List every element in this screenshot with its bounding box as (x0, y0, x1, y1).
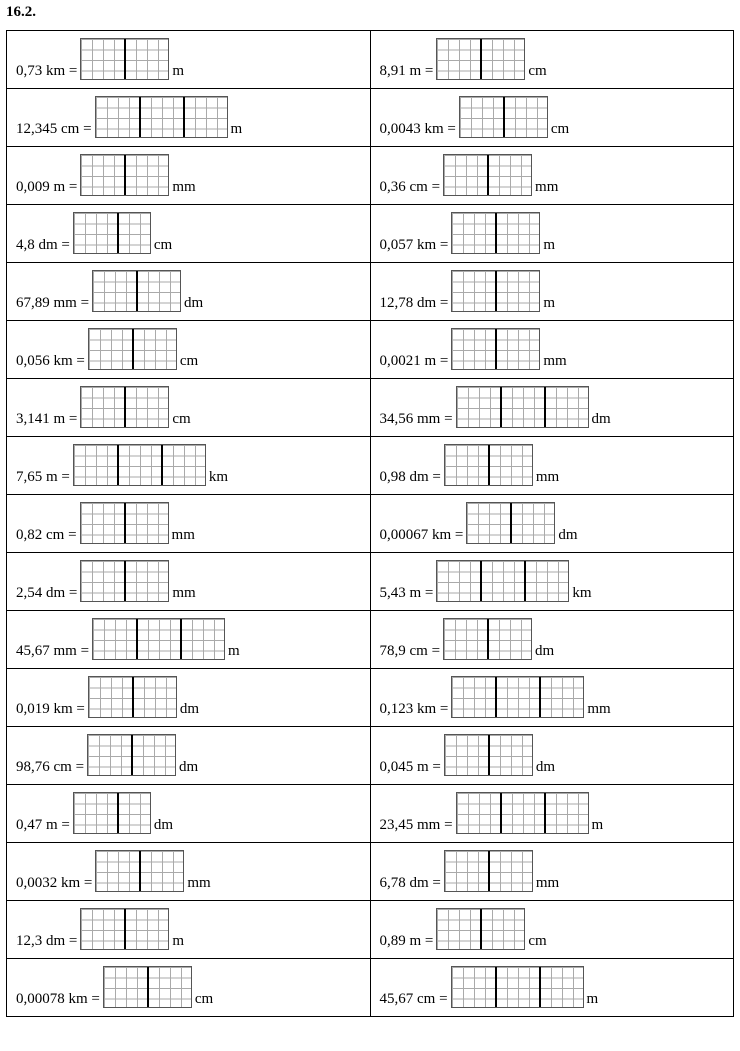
table-row (7, 89, 734, 147)
table-row (7, 437, 734, 495)
grid-separator (180, 619, 182, 659)
target-unit: cm (179, 353, 199, 369)
exercise-cell (7, 437, 371, 495)
target-unit: m (230, 121, 243, 137)
conversion-expression: 0,057 km = (379, 237, 449, 253)
target-unit: dm (179, 759, 199, 775)
grid-separator (544, 387, 546, 427)
grid-separator (500, 387, 502, 427)
exercise-cell (370, 959, 734, 1017)
answer-grid[interactable] (444, 444, 533, 486)
target-unit: m (172, 933, 185, 949)
target-unit: m (228, 643, 240, 659)
table-row (7, 553, 734, 611)
exercise-cell (7, 553, 371, 611)
exercise-cell (370, 843, 734, 901)
grid-separator (136, 619, 138, 659)
conversion-expression: 45,67 cm = (379, 991, 448, 1007)
conversion-item (380, 154, 734, 204)
exercise-cell (7, 959, 371, 1017)
exercise-cell (370, 321, 734, 379)
target-unit: mm (543, 353, 567, 369)
exercise-cell (370, 379, 734, 437)
target-unit: dm (591, 411, 611, 427)
answer-grid[interactable] (87, 734, 176, 776)
conversion-expression: 0,73 km = (16, 63, 78, 79)
exercise-cell (370, 205, 734, 263)
grid-separator (183, 97, 185, 137)
exercise-cell (7, 89, 371, 147)
answer-grid[interactable] (73, 444, 206, 486)
conversion-expression: 0,019 km = (16, 701, 85, 717)
table-row (7, 147, 734, 205)
conversion-item (16, 96, 370, 146)
answer-grid[interactable] (443, 154, 532, 196)
conversion-item (16, 444, 370, 494)
exercise-cell (370, 437, 734, 495)
answer-grid[interactable] (436, 560, 569, 602)
answer-grid[interactable] (92, 270, 181, 312)
conversion-expression: 3,141 m = (16, 411, 78, 427)
target-unit: dm (153, 817, 174, 833)
table-row (7, 727, 734, 785)
conversion-expression: 78,9 cm = (379, 643, 441, 659)
conversion-expression: 45,67 mm = (16, 643, 90, 659)
table-row (7, 843, 734, 901)
conversion-item (16, 328, 370, 378)
table-row (7, 379, 734, 437)
exercise-cell (7, 205, 371, 263)
target-unit: mm (587, 701, 611, 717)
conversion-expression: 67,89 mm = (16, 295, 90, 311)
table-row (7, 901, 734, 959)
target-unit: m (591, 817, 604, 833)
answer-grid[interactable] (80, 38, 169, 80)
conversion-item (16, 386, 370, 436)
answer-grid[interactable] (451, 270, 540, 312)
exercise-cell (7, 321, 371, 379)
exercise-cell (370, 669, 734, 727)
answer-grid[interactable] (73, 792, 151, 834)
conversion-item (380, 444, 734, 494)
conversion-item (380, 850, 734, 900)
table-row (7, 321, 734, 379)
target-unit: dm (535, 759, 556, 775)
grid-separator (524, 561, 526, 601)
grid-separator (495, 677, 497, 717)
conversion-expression: 0,045 m = (379, 759, 441, 775)
target-unit: dm (184, 295, 204, 311)
conversion-expression: 7,65 m = (16, 469, 70, 485)
target-unit: mm (187, 875, 211, 891)
exercise-cell (7, 379, 371, 437)
exercise-cell (370, 727, 734, 785)
table-row (7, 495, 734, 553)
answer-grid[interactable] (451, 966, 584, 1008)
conversion-expression: 0,0043 km = (379, 121, 456, 137)
grid-separator (139, 851, 141, 891)
conversion-item (380, 908, 734, 958)
answer-grid[interactable] (88, 328, 177, 370)
target-unit: mm (535, 875, 560, 891)
grid-separator (136, 271, 138, 311)
exercise-cell (370, 89, 734, 147)
answer-grid[interactable] (80, 154, 169, 196)
conversion-item (380, 676, 734, 726)
conversion-item (380, 502, 734, 552)
target-unit: mm (535, 469, 560, 485)
target-unit: cm (550, 121, 570, 137)
conversion-item (380, 792, 734, 842)
exercise-cell (7, 727, 371, 785)
conversion-expression: 0,36 cm = (379, 179, 441, 195)
conversion-item (380, 966, 734, 1016)
exercise-cell (7, 669, 371, 727)
conversion-expression: 0,89 m = (379, 933, 434, 949)
grid-separator (117, 793, 119, 833)
conversion-expression: 0,009 m = (16, 179, 78, 195)
target-unit: dm (558, 527, 578, 543)
exercise-cell (7, 901, 371, 959)
conversion-item (16, 270, 370, 320)
exercise-cell (370, 495, 734, 553)
exercise-cell (370, 263, 734, 321)
grid-separator (487, 619, 489, 659)
answer-grid[interactable] (73, 212, 151, 254)
answer-grid[interactable] (451, 676, 584, 718)
answer-grid[interactable] (451, 212, 540, 254)
grid-separator (495, 967, 497, 1007)
target-unit: km (572, 585, 592, 601)
target-unit: m (543, 237, 556, 253)
answer-grid[interactable] (436, 908, 525, 950)
grid-separator (495, 271, 497, 311)
answer-grid[interactable] (92, 618, 225, 660)
conversion-expression: 0,00078 km = (16, 991, 100, 1007)
grid-separator (503, 97, 505, 137)
target-unit: cm (172, 411, 191, 427)
target-unit: mm (172, 585, 196, 601)
conversion-item (16, 850, 370, 900)
grid-separator (495, 213, 497, 253)
conversion-expression: 0,0032 km = (16, 875, 93, 891)
table-row (7, 669, 734, 727)
grid-separator (495, 329, 497, 369)
exercise-cell (7, 31, 371, 89)
conversion-item (16, 502, 370, 552)
exercise-cell (7, 263, 371, 321)
target-unit: cm (194, 991, 214, 1007)
grid-separator (132, 677, 134, 717)
conversion-expression: 0,0021 m = (379, 353, 449, 369)
conversion-expression: 12,78 dm = (379, 295, 449, 311)
conversion-expression: 0,00067 km = (379, 527, 464, 543)
grid-separator (117, 445, 119, 485)
grid-separator (161, 445, 163, 485)
target-unit: cm (528, 63, 547, 79)
conversion-item (16, 734, 370, 784)
conversion-item (16, 908, 370, 958)
conversion-item (16, 792, 370, 842)
answer-grid[interactable] (103, 966, 192, 1008)
conversion-item (16, 212, 370, 262)
grid-separator (480, 909, 482, 949)
conversion-expression: 4,8 dm = (16, 237, 70, 253)
grid-separator (124, 387, 126, 427)
exercise-cell (370, 31, 734, 89)
grid-separator (124, 909, 126, 949)
conversion-expression: 98,76 cm = (16, 759, 85, 775)
answer-grid[interactable] (444, 734, 533, 776)
target-unit: dm (535, 643, 555, 659)
conversion-item (380, 96, 734, 146)
exercise-cell (370, 785, 734, 843)
conversion-expression: 12,3 dm = (16, 933, 78, 949)
table-row (7, 959, 734, 1017)
conversion-expression: 5,43 m = (379, 585, 434, 601)
exercise-cell (7, 843, 371, 901)
exercise-cell (7, 611, 371, 669)
conversion-item (380, 270, 734, 320)
grid-separator (147, 967, 149, 1007)
target-unit: m (543, 295, 556, 311)
grid-separator (500, 793, 502, 833)
table-row (7, 205, 734, 263)
conversion-expression: 34,56 mm = (379, 411, 453, 427)
grid-separator (539, 677, 541, 717)
grid-separator (132, 329, 134, 369)
answer-grid[interactable] (466, 502, 555, 544)
target-unit: m (586, 991, 599, 1007)
conversion-expression: 6,78 dm = (379, 875, 441, 891)
target-unit: dm (179, 701, 200, 717)
conversion-expression: 2,54 dm = (16, 585, 78, 601)
exercise-cell (370, 147, 734, 205)
target-unit: mm (171, 527, 195, 543)
conversion-item (380, 560, 734, 610)
answer-grid[interactable] (456, 792, 589, 834)
grid-separator (124, 561, 126, 601)
answer-grid[interactable] (451, 328, 540, 370)
target-unit: cm (528, 933, 547, 949)
conversion-item (380, 328, 734, 378)
exercise-cell (370, 553, 734, 611)
exercise-cell (7, 147, 371, 205)
exercise-cell (7, 785, 371, 843)
conversion-item (380, 212, 734, 262)
grid-separator (480, 561, 482, 601)
conversion-item (380, 618, 734, 668)
grid-separator (488, 445, 490, 485)
conversion-expression: 0,056 km = (16, 353, 85, 369)
exercise-cell (7, 495, 371, 553)
answer-grid[interactable] (88, 676, 177, 718)
answer-grid[interactable] (456, 386, 589, 428)
grid-separator (131, 735, 133, 775)
answer-grid[interactable] (443, 618, 532, 660)
grid-separator (117, 213, 119, 253)
grid-separator (480, 39, 482, 79)
conversion-expression: 12,345 cm = (16, 121, 92, 137)
grid-separator (487, 155, 489, 195)
conversion-expression: 0,123 km = (379, 701, 449, 717)
exercise-table (6, 30, 734, 1017)
grid-separator (488, 735, 490, 775)
grid-separator (124, 503, 126, 543)
grid-separator (139, 97, 141, 137)
conversion-item (380, 38, 734, 88)
grid-separator (510, 503, 512, 543)
conversion-item (380, 386, 734, 436)
target-unit: km (208, 469, 229, 485)
answer-grid[interactable] (95, 850, 184, 892)
target-unit: mm (535, 179, 559, 195)
table-row (7, 611, 734, 669)
conversion-item (16, 154, 370, 204)
answer-grid[interactable] (444, 850, 533, 892)
conversion-expression: 0,47 m = (16, 817, 70, 833)
conversion-item (16, 676, 370, 726)
grid-separator (488, 851, 490, 891)
conversion-item (16, 618, 370, 668)
answer-grid[interactable] (459, 96, 548, 138)
table-row (7, 263, 734, 321)
table-row (7, 31, 734, 89)
conversion-expression: 8,91 m = (379, 63, 434, 79)
answer-grid[interactable] (80, 502, 169, 544)
grid-separator (544, 793, 546, 833)
answer-grid[interactable] (80, 386, 169, 428)
exercise-cell (370, 611, 734, 669)
conversion-item (16, 560, 370, 610)
target-unit: mm (172, 179, 196, 195)
answer-grid[interactable] (95, 96, 228, 138)
conversion-item (16, 966, 370, 1016)
conversion-item (16, 38, 370, 88)
answer-grid[interactable] (436, 38, 525, 80)
answer-grid[interactable] (80, 908, 169, 950)
table-row (7, 785, 734, 843)
grid-separator (539, 967, 541, 1007)
conversion-expression: 0,98 dm = (379, 469, 441, 485)
conversion-expression: 23,45 mm = (379, 817, 453, 833)
target-unit: cm (153, 237, 173, 253)
grid-separator (124, 155, 126, 195)
exercise-cell (370, 901, 734, 959)
answer-grid[interactable] (80, 560, 169, 602)
target-unit: m (172, 63, 185, 79)
conversion-expression: 0,82 cm = (16, 527, 77, 543)
conversion-item (380, 734, 734, 784)
grid-separator (124, 39, 126, 79)
exercise-number: 16.2. (6, 4, 36, 20)
